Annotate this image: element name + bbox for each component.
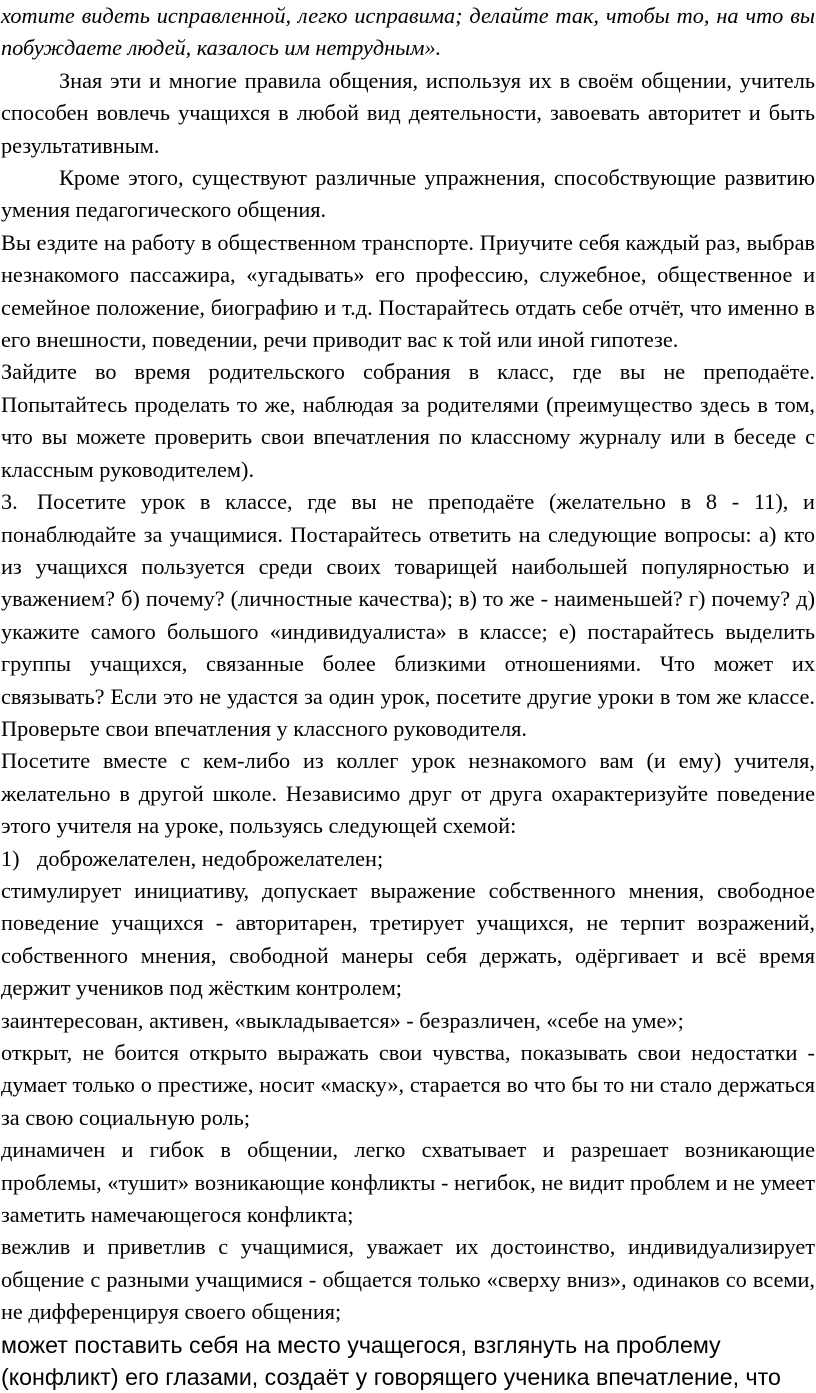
item-3-number: 3. — [1, 489, 18, 515]
paragraph-parents-meeting-exercise: Зайдите во время родительского собрания в класс, где вы не преподаёте. Попытайтесь проделать то же, наблюдая за родителями (преимущество здесь в том, что вы можете проверить свои впечатления по классному журналу или в беседе с классным руководителем). — [1, 359, 815, 482]
paragraph-exercises-intro: Кроме этого, существуют различные упражнения, способствующие развитию умения педагогического общения. — [1, 165, 815, 223]
paragraph-dynamic: динамичен и гибок в общении, легко схватывает и разрешает возникающие проблемы, «тушит» возникающие конфликты - негибок, не видит проблем и не умеет заметить намечающегося конфликта; — [1, 1137, 815, 1228]
item-3-text: Посетите урок в классе, где вы не преподаёте (желательно в 8 - 11), и понаблюдайте за учащимися. Постарайтесь ответить на следующие вопросы: а) кто из учащихся пользуется среди своих товарищей наибольшей популярностью и уважением? б) почему? (личностные качества); в) то же - наименьшей? г) почему? д) укажите самого большого «индивидуалиста» в классе; е) постарайтесь выделить группы учащихся, связанные более близкими отношениями. Что может их связывать? Если это не удастся за один урок, посетите другие уроки в том же классе. Проверьте свои впечатления у классного руководителя. — [1, 489, 815, 741]
item-1-text: доброжелателен, недоброжелателен; — [37, 845, 384, 871]
intro-quote: хотите видеть исправленной, легко исправима; делайте так, чтобы то, на что вы побуждаете людей, казалось им нетрудным». — [1, 3, 815, 61]
paragraph-empathy: может поставить себя на место учащегося, взглянуть на проблему (конфликт) его глазами, создаёт у говорящего ученика впечатление, что — [1, 1331, 781, 1390]
paragraph-colleague-visit: Посетите вместе с кем-либо из коллег урок незнакомого вам (и ему) учителя, желательно в другой школе. Независимо друг от друга охарактеризуйте поведение этого учителя на уроке, пользуясь следующей схемой: — [1, 748, 815, 839]
paragraph-transport-exercise: Вы ездите на работу в общественном транспорте. Приучите себя каждый раз, выбрав незнакомого пассажира, «угадывать» его профессию, служебное, общественное и семейное положение, биографию и т.д. Постарайтесь отдать себе отчёт, что именно в его внешности, поведении, речи приводит вас к той или иной гипотезе. — [1, 229, 815, 353]
paragraph-polite: вежлив и приветлив с учащимися, уважает их достоинство, индивидуализирует общение с разными учащимися - общается только «сверху вниз», одинаков со всеми, не дифференцируя своего общения; — [1, 1234, 815, 1325]
item-3-lesson-observation — [1, 486, 815, 745]
paragraph-initiative: стимулирует инициативу, допускает выражение собственного мнения, свободное поведение учащихся - авторитарен, третирует учащихся, не терпит возражений, собственного мнения, свободной манеры себя держать, одёргивает и всё время держит учеников под жёстким контролем; — [1, 877, 815, 1001]
paragraph-interested: заинтересован, активен, «выкладывается» - безразличен, «себе на уме»; — [1, 1007, 684, 1033]
item-1-scheme — [1, 843, 815, 875]
paragraph-rules-summary: Зная эти и многие правила общения, используя их в своём общении, учитель способен вовлечь учащихся в любой вид деятельности, завоевать авторитет и быть результативным. — [1, 67, 815, 158]
item-1-number: 1) — [1, 845, 20, 871]
paragraph-open: открыт, не боится открыто выражать свои чувства, показывать свои недостатки - думает только о престиже, носит «маску», старается во что бы то ни стало держаться за свою социальную роль; — [1, 1040, 815, 1130]
